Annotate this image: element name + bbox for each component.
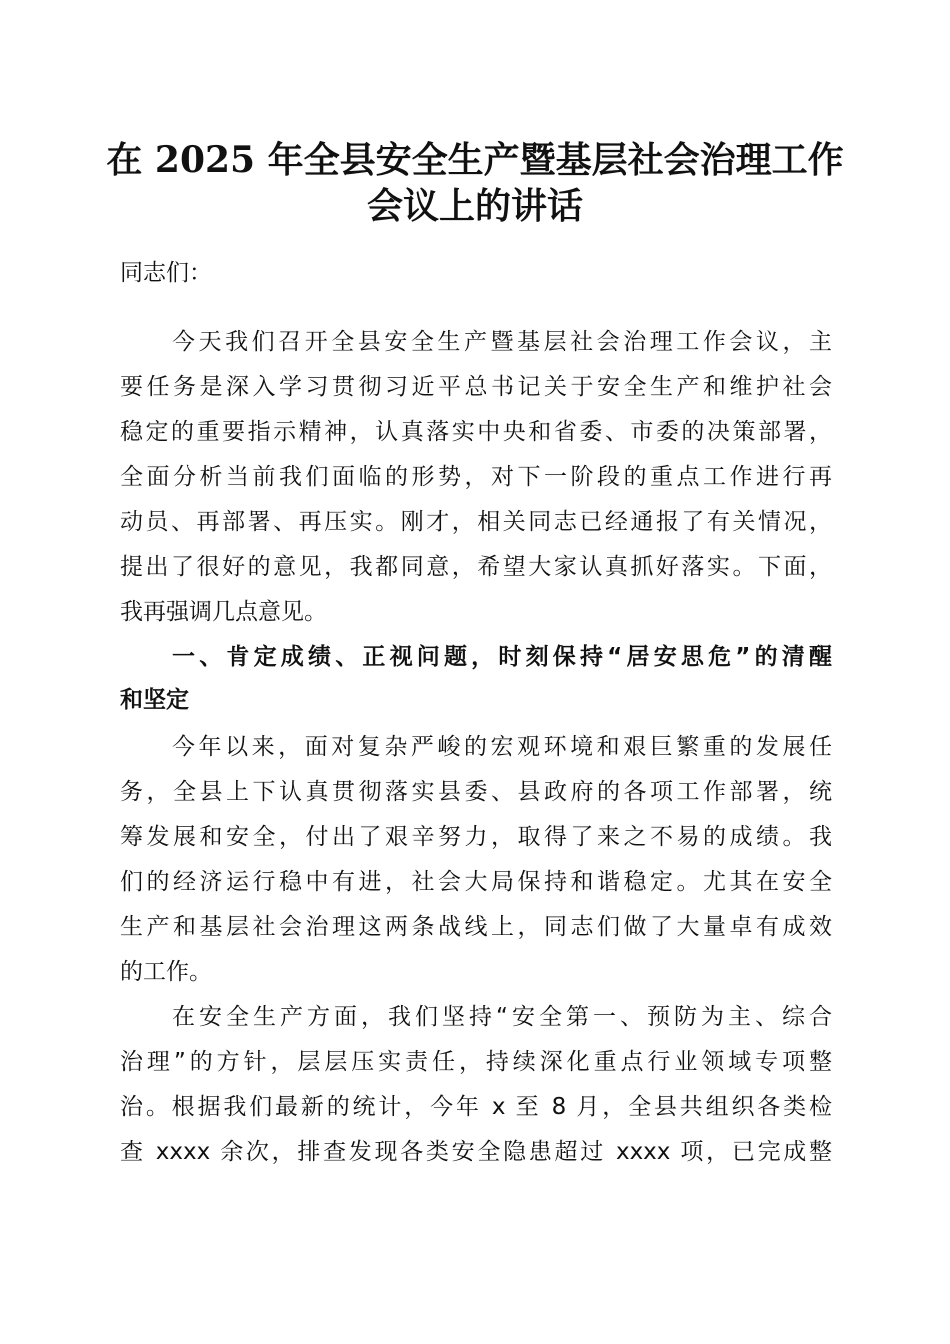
paragraph-line: 们的经济运行稳中有进，社会大局保持和谐稳定。尤其在安全 [120, 869, 832, 895]
paragraph-line: 今年以来，面对复杂严峻的宏观环境和艰巨繁重的发展任 [172, 734, 832, 760]
document-title-line-2: 会议上的讲话 [366, 185, 583, 227]
paragraph-line: 治。根据我们最新的统计，今年 x 至 8 月，全县共组织各类检 [120, 1094, 832, 1120]
section-heading-line: 和坚定 [120, 687, 189, 713]
paragraph-line: 查 xxxx 余次，排查发现各类安全隐患超过 xxxx 项，已完成整 [120, 1139, 832, 1165]
paragraph-line: 全面分析当前我们面临的形势，对下一阶段的重点工作进行再 [120, 464, 832, 490]
salutation: 同志们： [120, 260, 212, 286]
paragraph-line: 务，全县上下认真贯彻落实县委、县政府的各项工作部署，统 [120, 779, 832, 805]
paragraph-line: 筹发展和安全，付出了艰辛努力，取得了来之不易的成绩。我 [120, 824, 832, 850]
paragraph-line: 稳定的重要指示精神，认真落实中央和省委、市委的决策部署， [120, 419, 832, 445]
paragraph-line: 生产和基层社会治理这两条战线上，同志们做了大量卓有成效 [120, 914, 832, 940]
paragraph-line: 要任务是深入学习贯彻习近平总书记关于安全生产和维护社会 [120, 374, 832, 400]
paragraph-line: 我再强调几点意见。 [120, 599, 327, 625]
paragraph-line: 在安全生产方面，我们坚持“安全第一、预防为主、综合 [172, 1004, 832, 1030]
document-title-line-1: 在 2025 年全县安全生产暨基层社会治理工作 [106, 139, 844, 181]
paragraph-line: 提出了很好的意见，我都同意，希望大家认真抓好落实。下面， [120, 554, 832, 580]
paragraph-line: 今天我们召开全县安全生产暨基层社会治理工作会议，主 [172, 329, 832, 355]
paragraph-line: 治理”的方针，层层压实责任，持续深化重点行业领域专项整 [120, 1049, 832, 1075]
section-heading-line: 一、肯定成绩、正视问题，时刻保持“居安思危”的清醒 [172, 644, 832, 670]
paragraph-line: 的工作。 [120, 959, 212, 985]
paragraph-line: 动员、再部署、再压实。刚才，相关同志已经通报了有关情况， [120, 509, 832, 535]
